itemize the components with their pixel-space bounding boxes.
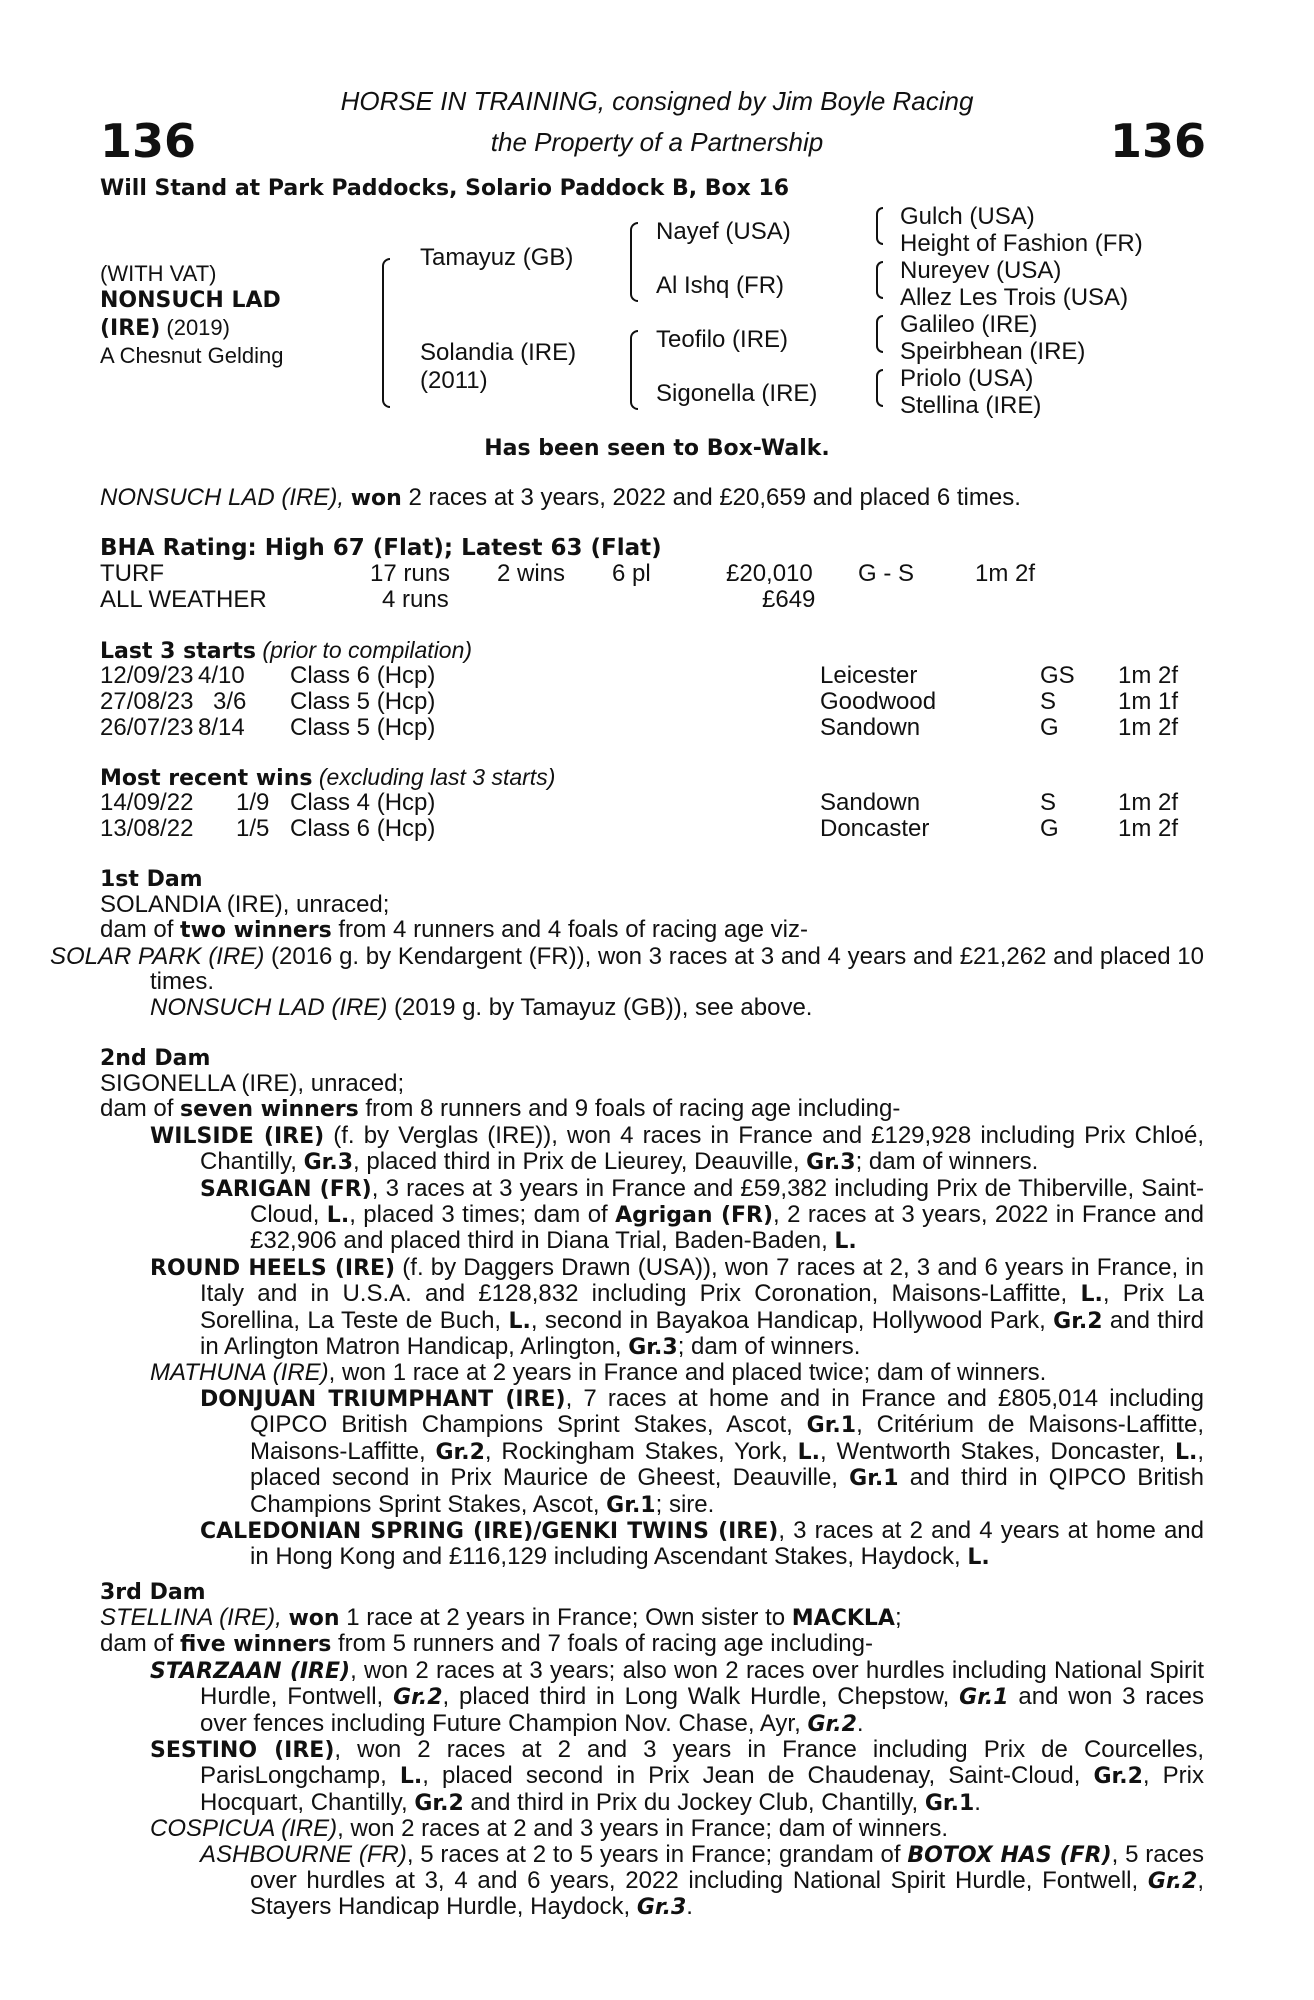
list-item: SESTINO (IRE), won 2 races at 2 and 3 years in France including Prix de Courcelles, ParisLongchamp, L., placed second in Prix Jean de Chaudenay, Saint-Cloud, Gr.2, Prix Hocquart, Chantilly, Gr.2 and third in Prix du Jockey Club, Chantilly, Gr.1.	[150, 1736, 1205, 1816]
third-dam-text: STELLINA (IRE), won 1 race at 2 years in France; Own sister to MACKLA; dam of five winners from 5 runners and 7 foals of racing age including- STARZAAN (IRE), won 2 races at 3 years; also won 2 races over hurdles including National Spirit Hurdle, Fontwell, Gr.2, placed third in Long Walk Hurdle, Chepstow, Gr.1 and won 3 races over fences including Future Champion Nov. Chase, Ayr, Gr.2. SESTINO (IRE), won 2 races at 2 and 3 years in France including Prix de Courcelles, ParisLongchamp, L., placed second in Prix Jean de Chaudenay, Saint-Cloud, Gr.2, Prix Hocquart, Chantilly, Gr.2 and third in Prix du Jockey Club, Chantilly, Gr.1. COSPICUA (IRE), won 2 races at 2 and 3 years in France; dam of winners. ASHBOURNE (FR), 5 races at 2 to 5 years in France; grandam of BOTOX HAS (FR), 5 races over hurdles at 3, 4 and 6 years, 2022 including National Spirit Hurdle, Fontwell, Gr.2, Stayers Handicap Hurdle, Haydock, Gr.3.	[100, 1604, 1205, 1921]
list-item: COSPICUA (IRE), won 2 races at 2 and 3 years in France; dam of winners.	[150, 1815, 949, 1843]
pedigree-sire: Tamayuz (GB)	[420, 244, 574, 271]
list-item: SARIGAN (FR), 3 races at 3 years in France and £59,382 including Prix de Thiberville, Saint-Cloud, L., placed 3 times; dam of Agrigan (FR), 2 races at 3 years, 2022 in France and £32,906 and placed third in Diana Trial, Baden-Baden, L.	[200, 1174, 1205, 1255]
pedigree-gg5: Galileo (IRE)	[900, 311, 1038, 338]
pedigree-bracket-g1	[876, 207, 883, 245]
race-summary: NONSUCH LAD (IRE), won 2 races at 3 years, 2022 and £20,659 and placed 6 times.	[100, 484, 1021, 511]
pedigree-gg1: Gulch (USA)	[900, 203, 1035, 230]
stand-location: Will Stand at Park Paddocks, Solario Paddock B, Box 16	[100, 176, 790, 201]
list-item: DONJUAN TRIUMPHANT (IRE), 7 races at home and in France and £805,014 including QIPCO British Champions Sprint Stakes, Ascot, Gr.1, Critérium de Maisons-Laffitte, Maisons-Laffitte, Gr.2, Rockingham Stakes, York, L., Wentworth Stakes, Doncaster, L., placed second in Prix Maurice de Gheest, Deauville, Gr.1 and third in QIPCO British Champions Sprint Stakes, Ascot, Gr.1; sire.	[200, 1384, 1204, 1518]
vat-note: (WITH VAT)	[100, 261, 217, 286]
pedigree-bracket-main	[382, 258, 390, 408]
list-item: WILSIDE (IRE) (f. by Verglas (IRE)), won 4 races in France and £129,928 including Prix Chloé, Chantilly, Gr.3, placed third in Prix de Lieurey, Deauville, Gr.3; dam of winners.	[150, 1121, 1204, 1176]
last-three-heading: Last 3 starts (prior to compilation)	[100, 637, 473, 664]
list-item: SOLAR PARK (IRE) (2016 g. by Kendargent (FR)), won 3 races at 3 and 4 years and £21,262 and placed 10 times.	[50, 942, 1204, 996]
pedigree-bracket-g4	[876, 369, 883, 407]
recent-wins-heading: Most recent wins (excluding last 3 starts)	[100, 764, 556, 791]
catalogue-page: 136 136 HORSE IN TRAINING, consigned by Jim Boyle Racing the Property of a Partnership Will Stand at Park Paddocks, Solario Paddock B, Box 16 (WITH VAT) NONSUCH LAD (IRE) (2019) A Chesnut Gelding Tamayuz (GB) Solandia (IRE) (2011) Nayef (USA) Al Ishq (FR) Teofilo (IRE) Sigonella (IRE) Gulch (USA) Height of Fashion (FR) Nureyev (USA) Allez Les Trois (USA) Galileo (IRE) Speirbhean (IRE) Priolo (USA) Stellina (IRE) Has been seen to Box-Walk. NONSUCH LAD (IRE), won 2 races at 3 years, 2022 and £20,659 and placed 6 times. BHA Rating: High 67 (Flat); Latest 63 (Flat) TURF 17 runs 2 wins 6 pl £20,010 G - S 1m 2f ALL WEATHER 4 runs £649 Last 3 starts (prior to compilation) 12/09/23 4/10 Class 6 (Hcp) Leicester GS 1m 2f 27/08/23 3/6 Class 5 (Hcp) Goodwood S 1m 1f 26/07/23 8/14 Class 5 (Hcp) Sandown G 1m 2f Most recent wins (excluding last 3 starts) 14/09/22 1/9 Class 4 (Hcp) Sandown S 1m 2f 13/08/22 1/5 Class 6 (Hcp) Doncaster G 1m 2f 1st Dam SOLANDIA (IRE), unraced; dam of two winners from 4 runners and 4 foals of racing age viz- SOLAR PARK (IRE) (2016 g. by Kendargent (FR)), won 3 races at 3 and 4 years and £21,262 and placed 10 times. NONSUCH LAD (IRE) (2019 g. by Tamayuz (GB)), see above. 2nd Dam SIGONELLA (IRE), unraced; dam of seven winners from 8 runners and 9 foals of racing age including- WILSIDE (IRE) (f. by Verglas (IRE)), won 4 races in France and £129,928 including Prix Chloé, Chantilly, Gr.3, placed third in Prix de Lieurey, Deauville, Gr.3; dam of winners. SARIGAN (FR), 3 races at 3 years in France and £59,382 including Prix de Thiberville, Saint-Cloud, L., placed 3 times; dam of Agrigan (FR), 2 races at 3 years, 2022 in France and £32,906 and placed third in Diana Trial, Baden-Baden, L. ROUND HEELS (IRE) (f. by Daggers Drawn (USA)), won 7 races at 2, 3 and 6 years in France, in Italy and in U.S.A. and £128,832 including Prix Coronation, Maisons-Laffitte, L., Prix La Sorellina, La Teste de Buch, L., second in Bayakoa Handicap, Hollywood Park, Gr.2 and third in Arlington Matron Handicap, Arlington, Gr.3; dam of winners. MATHUNA (IRE), won 1 race at 2 years in France and placed twice; dam of winners. DONJUAN TRIUMPHANT (IRE), 7 races at home and in France and £805,014 including QIPCO British Champions Sprint Stakes, Ascot, Gr.1, Critérium de Maisons-Laffitte, Maisons-Laffitte, Gr.2, Rockingham Stakes, York, L., Wentworth Stakes, Doncaster, L., placed second in Prix Maurice de Gheest, Deauville, Gr.1 and third in QIPCO British Champions Sprint Stakes, Ascot, Gr.1; sire. CALEDONIAN SPRING (IRE)/GENKI TWINS (IRE), 3 races at 2 and 4 years at home and in Hong Kong and £116,129 including Ascendant Stakes, Haydock, L. 3rd Dam STELLINA (IRE), won 1 race at 2 years in France; Own sister to MACKLA; dam of five winners from 5 runners and 7 foals of racing age including- STARZAAN (IRE), won 2 races at 3 years; also won 2 races over hurdles including National Spirit Hurdle, Fontwell, Gr.2, placed third in Long Walk Hurdle, Chepstow, Gr.1 and won 3 races over fences including Future Champion Nov. Chase, Ayr, Gr.2. SESTINO (IRE), won 2 races at 2 and 3 years in France including Prix de Courcelles, ParisLongchamp, L., placed second in Prix Jean de Chaudenay, Saint-Cloud, Gr.2, Prix Hocquart, Chantilly, Gr.2 and third in Prix du Jockey Club, Chantilly, Gr.1. COSPICUA (IRE), won 2 races at 2 and 3 years in France; dam of winners. ASHBOURNE (FR), 5 races at 2 to 5 years in France; grandam of BOTOX HAS (FR), 5 races over hurdles at 3, 4 and 6 years, 2022 including National Spirit Hurdle, Fontwell, Gr.2, Stayers Handicap Hurdle, Haydock, Gr.3.	[0, 0, 1314, 2000]
list-item: CALEDONIAN SPRING (IRE)/GENKI TWINS (IRE), 3 races at 2 and 4 years at home and in Hong Kong and £116,129 including Ascendant Stakes, Haydock, L.	[200, 1516, 1204, 1571]
box-walk-note: Has been seen to Box-Walk.	[484, 436, 830, 461]
horse-description: A Chesnut Gelding	[100, 343, 284, 368]
first-dam-heading: 1st Dam	[100, 867, 203, 892]
pedigree-gg8: Stellina (IRE)	[900, 392, 1042, 419]
lot-number-right: 136	[1109, 114, 1206, 168]
horse-suffix: (IRE)	[100, 316, 161, 341]
horse-identity	[100, 260, 283, 369]
pedigree-dam: Solandia (IRE)	[420, 339, 577, 366]
pedigree-bracket-dam	[630, 330, 638, 410]
first-dam-text: SOLANDIA (IRE), unraced; dam of two winners from 4 runners and 4 foals of racing age viz- SOLAR PARK (IRE) (2016 g. by Kendargent (FR)), won 3 races at 3 and 4 years and £21,262 and placed 10 times. NONSUCH LAD (IRE) (2019 g. by Tamayuz (GB)), see above.	[50, 891, 1204, 1021]
third-dam-heading: 3rd Dam	[100, 1580, 206, 1605]
pedigree-bracket-g2	[876, 261, 883, 299]
pedigree-dam-year: (2011)	[420, 367, 488, 394]
pedigree-gg7: Priolo (USA)	[900, 365, 1034, 392]
list-item: ROUND HEELS (IRE) (f. by Daggers Drawn (USA)), won 7 races at 2, 3 and 6 years in France, in Italy and in U.S.A. and £128,832 including Prix Coronation, Maisons-Laffitte, L., Prix La Sorellina, La Teste de Buch, L., second in Bayakoa Handicap, Hollywood Park, Gr.2 and third in Arlington Matron Handicap, Arlington, Gr.3; dam of winners.	[150, 1253, 1205, 1361]
list-item: NONSUCH LAD (IRE) (2019 g. by Tamayuz (GB)), see above.	[150, 993, 813, 1021]
consignment-subtitle: the Property of a Partnership	[490, 127, 824, 157]
list-item: ASHBOURNE (FR), 5 races at 2 to 5 years in France; grandam of BOTOX HAS (FR), 5 races over hurdles at 3, 4 and 6 years, 2022 including National Spirit Hurdle, Fontwell, Gr.2, Stayers Handicap Hurdle, Haydock, Gr.3.	[200, 1840, 1204, 1921]
consignment-title: HORSE IN TRAINING, consigned by Jim Boyle Racing	[340, 86, 974, 116]
second-dam-text: SIGONELLA (IRE), unraced; dam of seven winners from 8 runners and 9 foals of racing age including- WILSIDE (IRE) (f. by Verglas (IRE)), won 4 races in France and £129,928 including Prix Chloé, Chantilly, Gr.3, placed third in Prix de Lieurey, Deauville, Gr.3; dam of winners. SARIGAN (FR), 3 races at 3 years in France and £59,382 including Prix de Thiberville, Saint-Cloud, L., placed 3 times; dam of Agrigan (FR), 2 races at 3 years, 2022 in France and £32,906 and placed third in Diana Trial, Baden-Baden, L. ROUND HEELS (IRE) (f. by Daggers Drawn (USA)), won 7 races at 2, 3 and 6 years in France, in Italy and in U.S.A. and £128,832 including Prix Coronation, Maisons-Laffitte, L., Prix La Sorellina, La Teste de Buch, L., second in Bayakoa Handicap, Hollywood Park, Gr.2 and third in Arlington Matron Handicap, Arlington, Gr.3; dam of winners. MATHUNA (IRE), won 1 race at 2 years in France and placed twice; dam of winners. DONJUAN TRIUMPHANT (IRE), 7 races at home and in France and £805,014 including QIPCO British Champions Sprint Stakes, Ascot, Gr.1, Critérium de Maisons-Laffitte, Maisons-Laffitte, Gr.2, Rockingham Stakes, York, L., Wentworth Stakes, Doncaster, L., placed second in Prix Maurice de Gheest, Deauville, Gr.1 and third in QIPCO British Champions Sprint Stakes, Ascot, Gr.1; sire. CALEDONIAN SPRING (IRE)/GENKI TWINS (IRE), 3 races at 2 and 4 years at home and in Hong Kong and £116,129 including Ascendant Stakes, Haydock, L.	[100, 1070, 1205, 1571]
pedigree-sire-dam: Al Ishq (FR)	[656, 272, 785, 299]
list-item: STARZAAN (IRE), won 2 races at 3 years; also won 2 races over hurdles including National Spirit Hurdle, Fontwell, Gr.2, placed third in Long Walk Hurdle, Chepstow, Gr.1 and won 3 races over fences including Future Champion Nov. Chase, Ayr, Gr.2.	[150, 1656, 1205, 1737]
bha-rating-heading: BHA Rating: High 67 (Flat); Latest 63 (Flat)	[100, 535, 662, 561]
pedigree-gg2: Height of Fashion (FR)	[900, 230, 1143, 257]
second-dam-heading: 2nd Dam	[100, 1046, 211, 1071]
pedigree-gg6: Speirbhean (IRE)	[900, 338, 1086, 365]
pedigree-dam-dam: Sigonella (IRE)	[656, 380, 818, 407]
horse-year: (2019)	[160, 315, 230, 340]
pedigree-sire-sire: Nayef (USA)	[656, 218, 791, 245]
lot-number-left: 136	[100, 114, 197, 168]
pedigree-gg3: Nureyev (USA)	[900, 257, 1062, 284]
pedigree-dam-sire: Teofilo (IRE)	[656, 326, 789, 353]
list-item: MATHUNA (IRE), won 1 race at 2 years in France and placed twice; dam of winners.	[150, 1359, 1047, 1387]
pedigree-bracket-g3	[876, 315, 883, 353]
pedigree-gg4: Allez Les Trois (USA)	[900, 284, 1129, 311]
horse-name: NONSUCH LAD	[100, 288, 281, 313]
pedigree-bracket-sire	[630, 222, 638, 302]
